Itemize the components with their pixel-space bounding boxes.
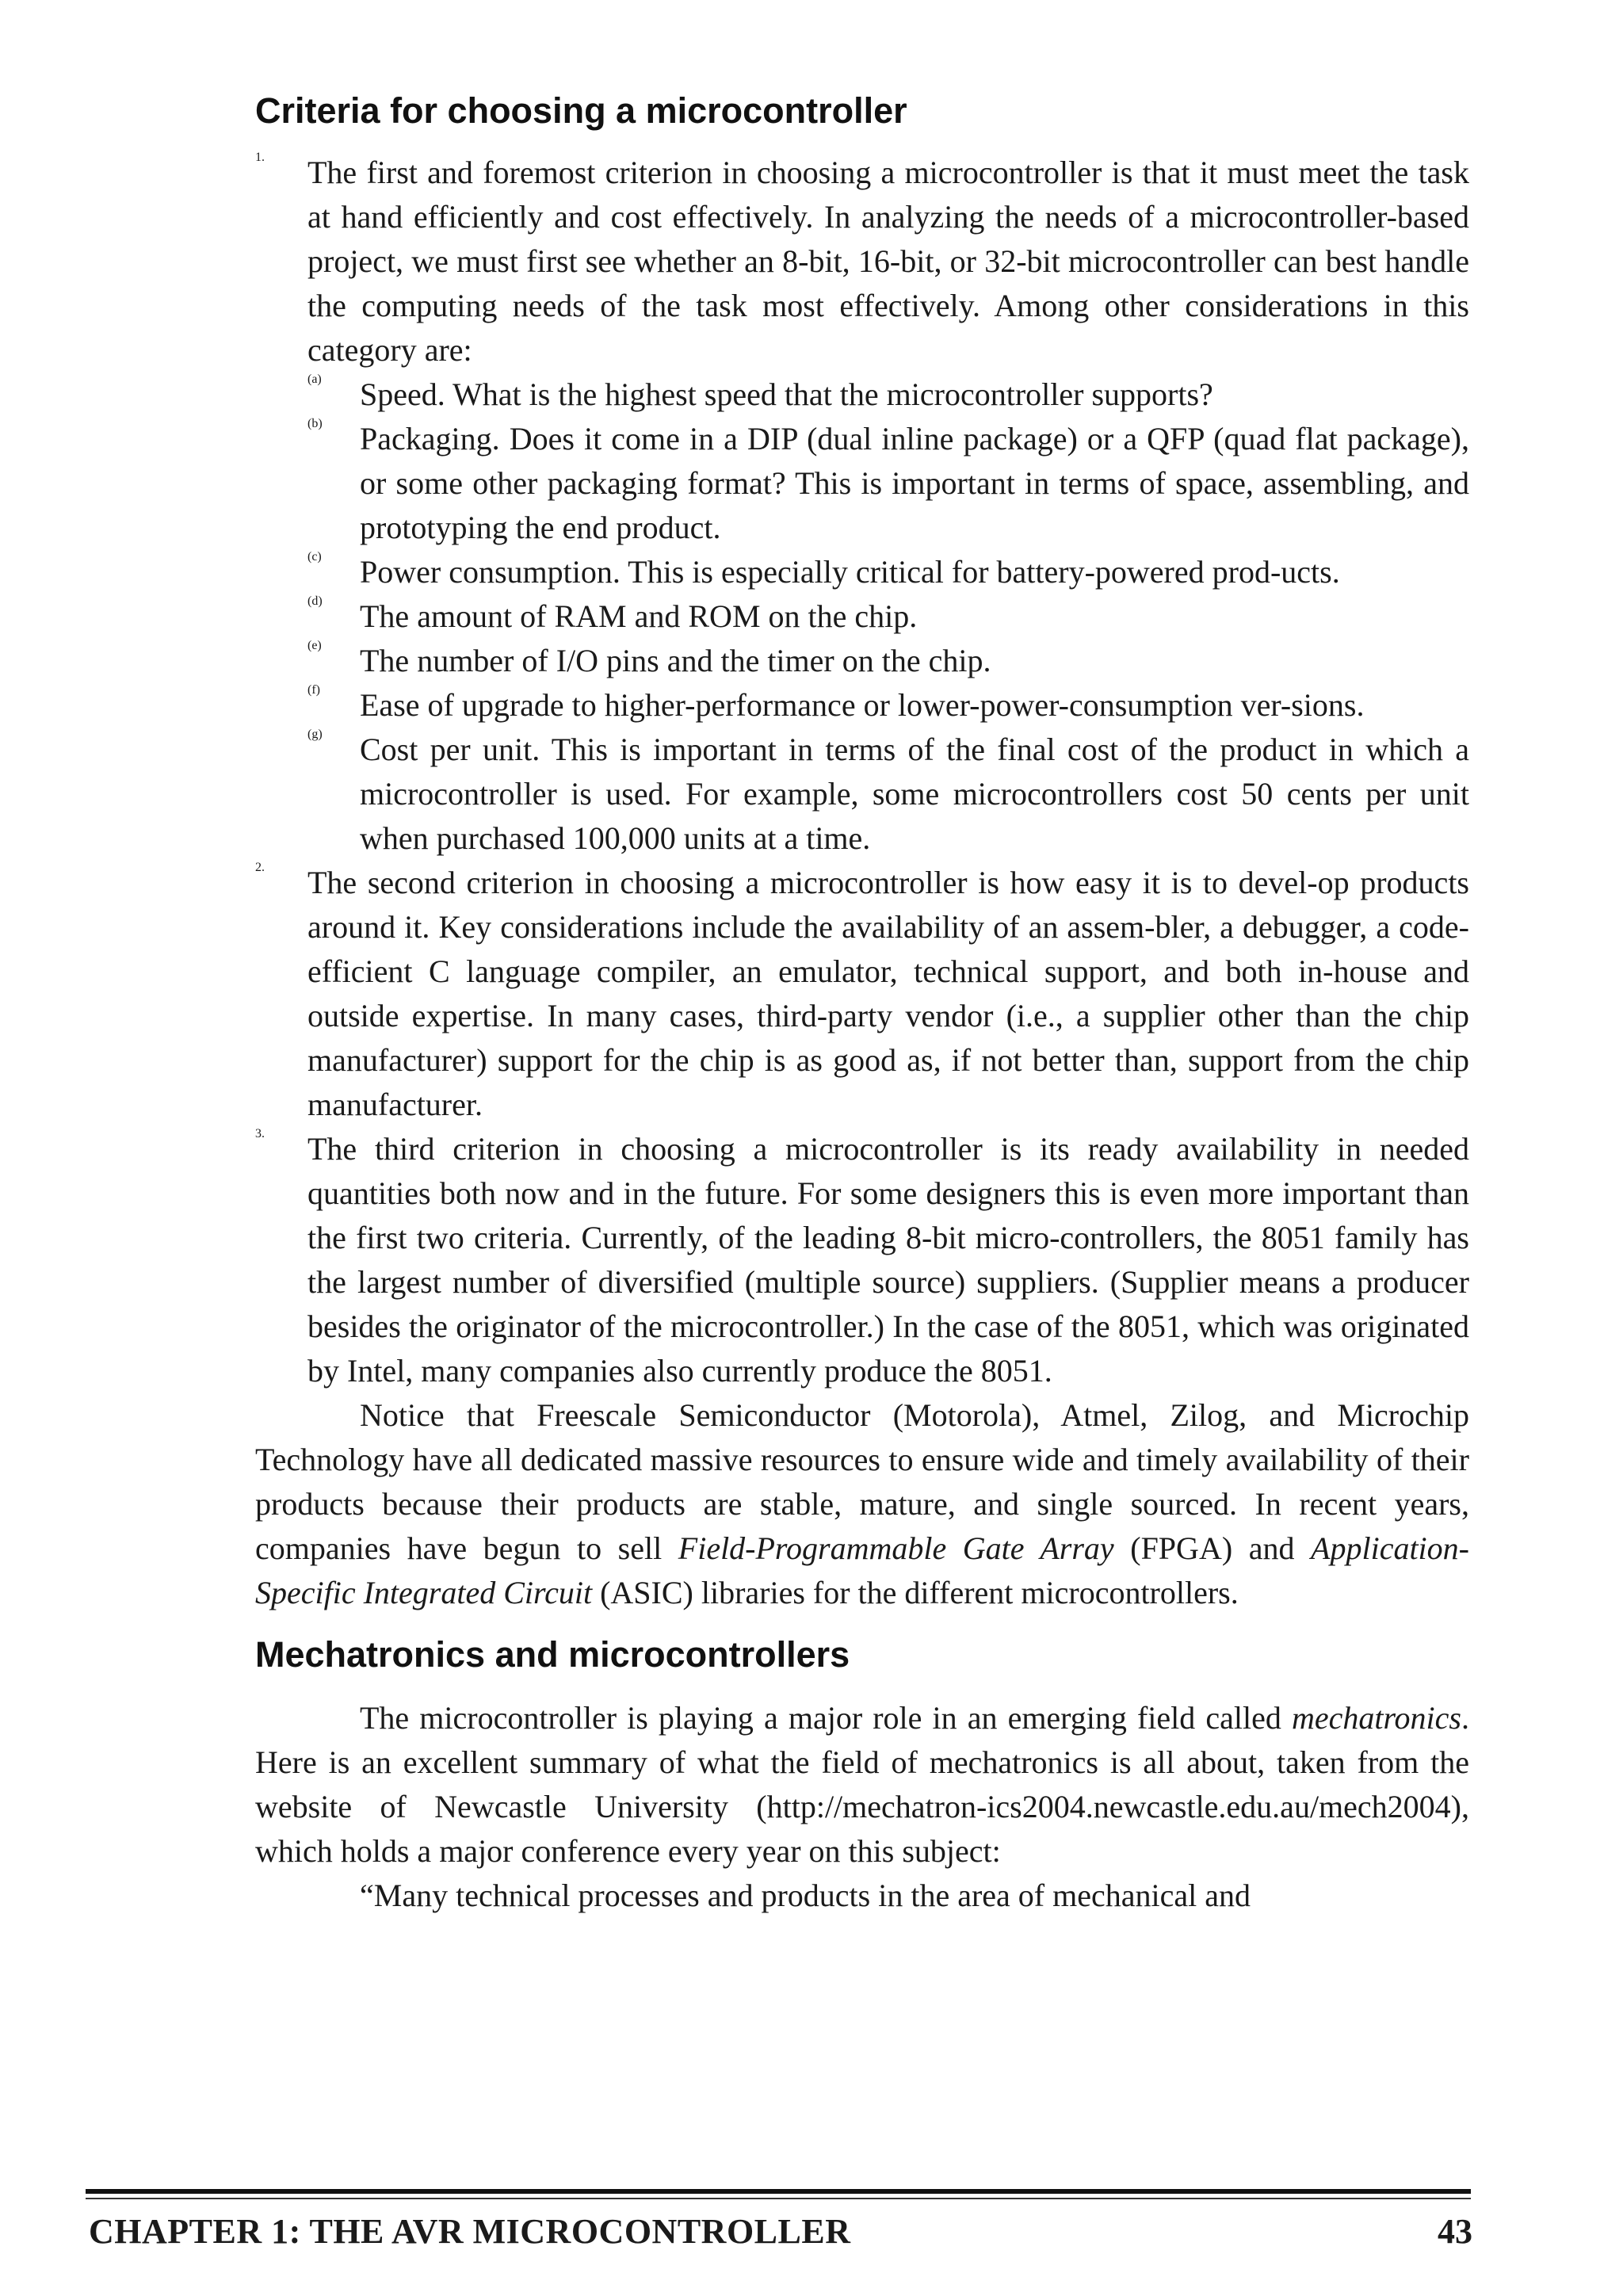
criterion-text: The second criterion in choosing a microcontroller is how easy it is to devel-op products around it. Key considerations include the availability of an assem-bler, a debugger, a code-efficient C language compiler, an emulator, technical support, and both in-house and outside expertise. In many cases, third-party vendor (i.e., a supplier other than the chip manufacturer) support for the chip is as good as, if not better than, support from the chip manufacturer. [307,865,1469,1122]
sub-item-f [307,683,1469,728]
criterion-text: The third criterion in choosing a microcontroller is its ready availability in needed quantities both now and in the future. For some designers this is even more important than the first two criteria. Currently, of the leading 8-bit micro-controllers, the 8051 family has the largest number of diversified (multiple source) suppliers. (Supplier means a producer besides the originator of the microcontroller.) In the case of the 8051, which was originated by Intel, many companies also currently produce the 8051. [307,1131,1469,1389]
sub-item-label: (f) [307,683,320,697]
sub-item-a [307,372,1469,417]
sub-item-c [307,550,1469,594]
sub-item-label: (c) [307,550,322,563]
sub-item-text: Packaging. Does it come in a DIP (dual inline package) or a QFP (quad flat package), or some other packaging format? This is important in terms of space, assembling, and prototyping the end product. [360,421,1469,545]
sub-item-e [307,639,1469,683]
notice-text-3: (ASIC) libraries for the different microcontrollers. [592,1575,1239,1610]
sub-item-text: The amount of RAM and ROM on the chip. [360,598,918,634]
fpga-term: Field-Programmable Gate Array [678,1530,1114,1566]
page-number: 43 [1438,2212,1472,2251]
criterion-2 [255,861,1469,1127]
page-body [255,87,1469,1918]
sub-item-label: (g) [307,728,323,741]
section-heading-criteria: Criteria for choosing a microcontroller [255,90,907,131]
sub-item-text: Cost per unit. This is important in terms of the final cost of the product in which a microcontroller is used. For example, some microcontrollers cost 50 cents per unit when purchased 100,000 units at a time. [360,732,1469,856]
sub-item-label: (b) [307,417,323,430]
sub-item-b [307,417,1469,550]
sub-item-text: Ease of upgrade to higher-performance or lower-power-consumption ver-sions. [360,687,1365,723]
notice-text-1: Notice that Freescale Semiconductor (Motorola), Atmel, Zilog, and Microchip Technology have all dedicated massive resources to ensure wide and timely availability of their products because their products are stable, mature, and single sourced. In recent years, companies have begun to sell [255,1397,1469,1566]
mech-text-2: . Here is an excellent summary of what the field of mechatronics is all about, taken from the website of Newcastle University (http://mechatron-ics2004.newcastle.edu.au/mech2004), which holds a major conference every year on this subject: [255,1700,1469,1869]
section-heading-mechatronics: Mechatronics and microcontrollers [255,1634,850,1675]
sub-item-g [307,728,1469,861]
sub-item-d [307,594,1469,639]
sub-item-label: (e) [307,639,322,652]
criterion-text: The first and foremost criterion in choosing a microcontroller is that it must meet the task at hand efficiently and cost effectively. In analyzing the needs of a microcontroller-based project, we must first see whether an 8-bit, 16-bit, or 32-bit microcontroller can best handle the computing needs of the task most effectively. Among other considerations in this category are: [307,155,1469,368]
criterion-3 [255,1127,1469,1393]
chapter-title: CHAPTER 1: THE AVR MICROCONTROLLER [89,2212,851,2251]
criterion-number: 3. [255,1127,265,1140]
sub-item-text: Speed. What is the highest speed that the microcontroller supports? [360,376,1213,412]
asic-term: Application-Specific Integrated Circuit [255,1530,1469,1610]
sub-item-label: (d) [307,594,323,608]
footer-rule [86,2189,1471,2194]
notice-paragraph [255,1393,1469,1615]
criterion-number: 1. [255,151,265,164]
sub-item-text: The number of I/O pins and the timer on the chip. [360,643,991,678]
mechatronics-paragraph [255,1696,1469,1874]
footer-rule-thin [86,2198,1471,2199]
criterion-number: 2. [255,861,265,874]
sub-item-label: (a) [307,372,322,386]
mechatronics-term: mechatronics [1291,1700,1461,1736]
mech-text-1: The microcontroller is playing a major role in an emerging field called [360,1700,1292,1736]
sub-item-text: Power consumption. This is especially critical for battery-powered prod-ucts. [360,554,1340,590]
notice-text-2: (FPGA) and [1113,1530,1312,1566]
criterion-1 [255,151,1469,861]
quote-paragraph: “Many technical processes and products in the area of mechanical and [360,1878,1251,1913]
